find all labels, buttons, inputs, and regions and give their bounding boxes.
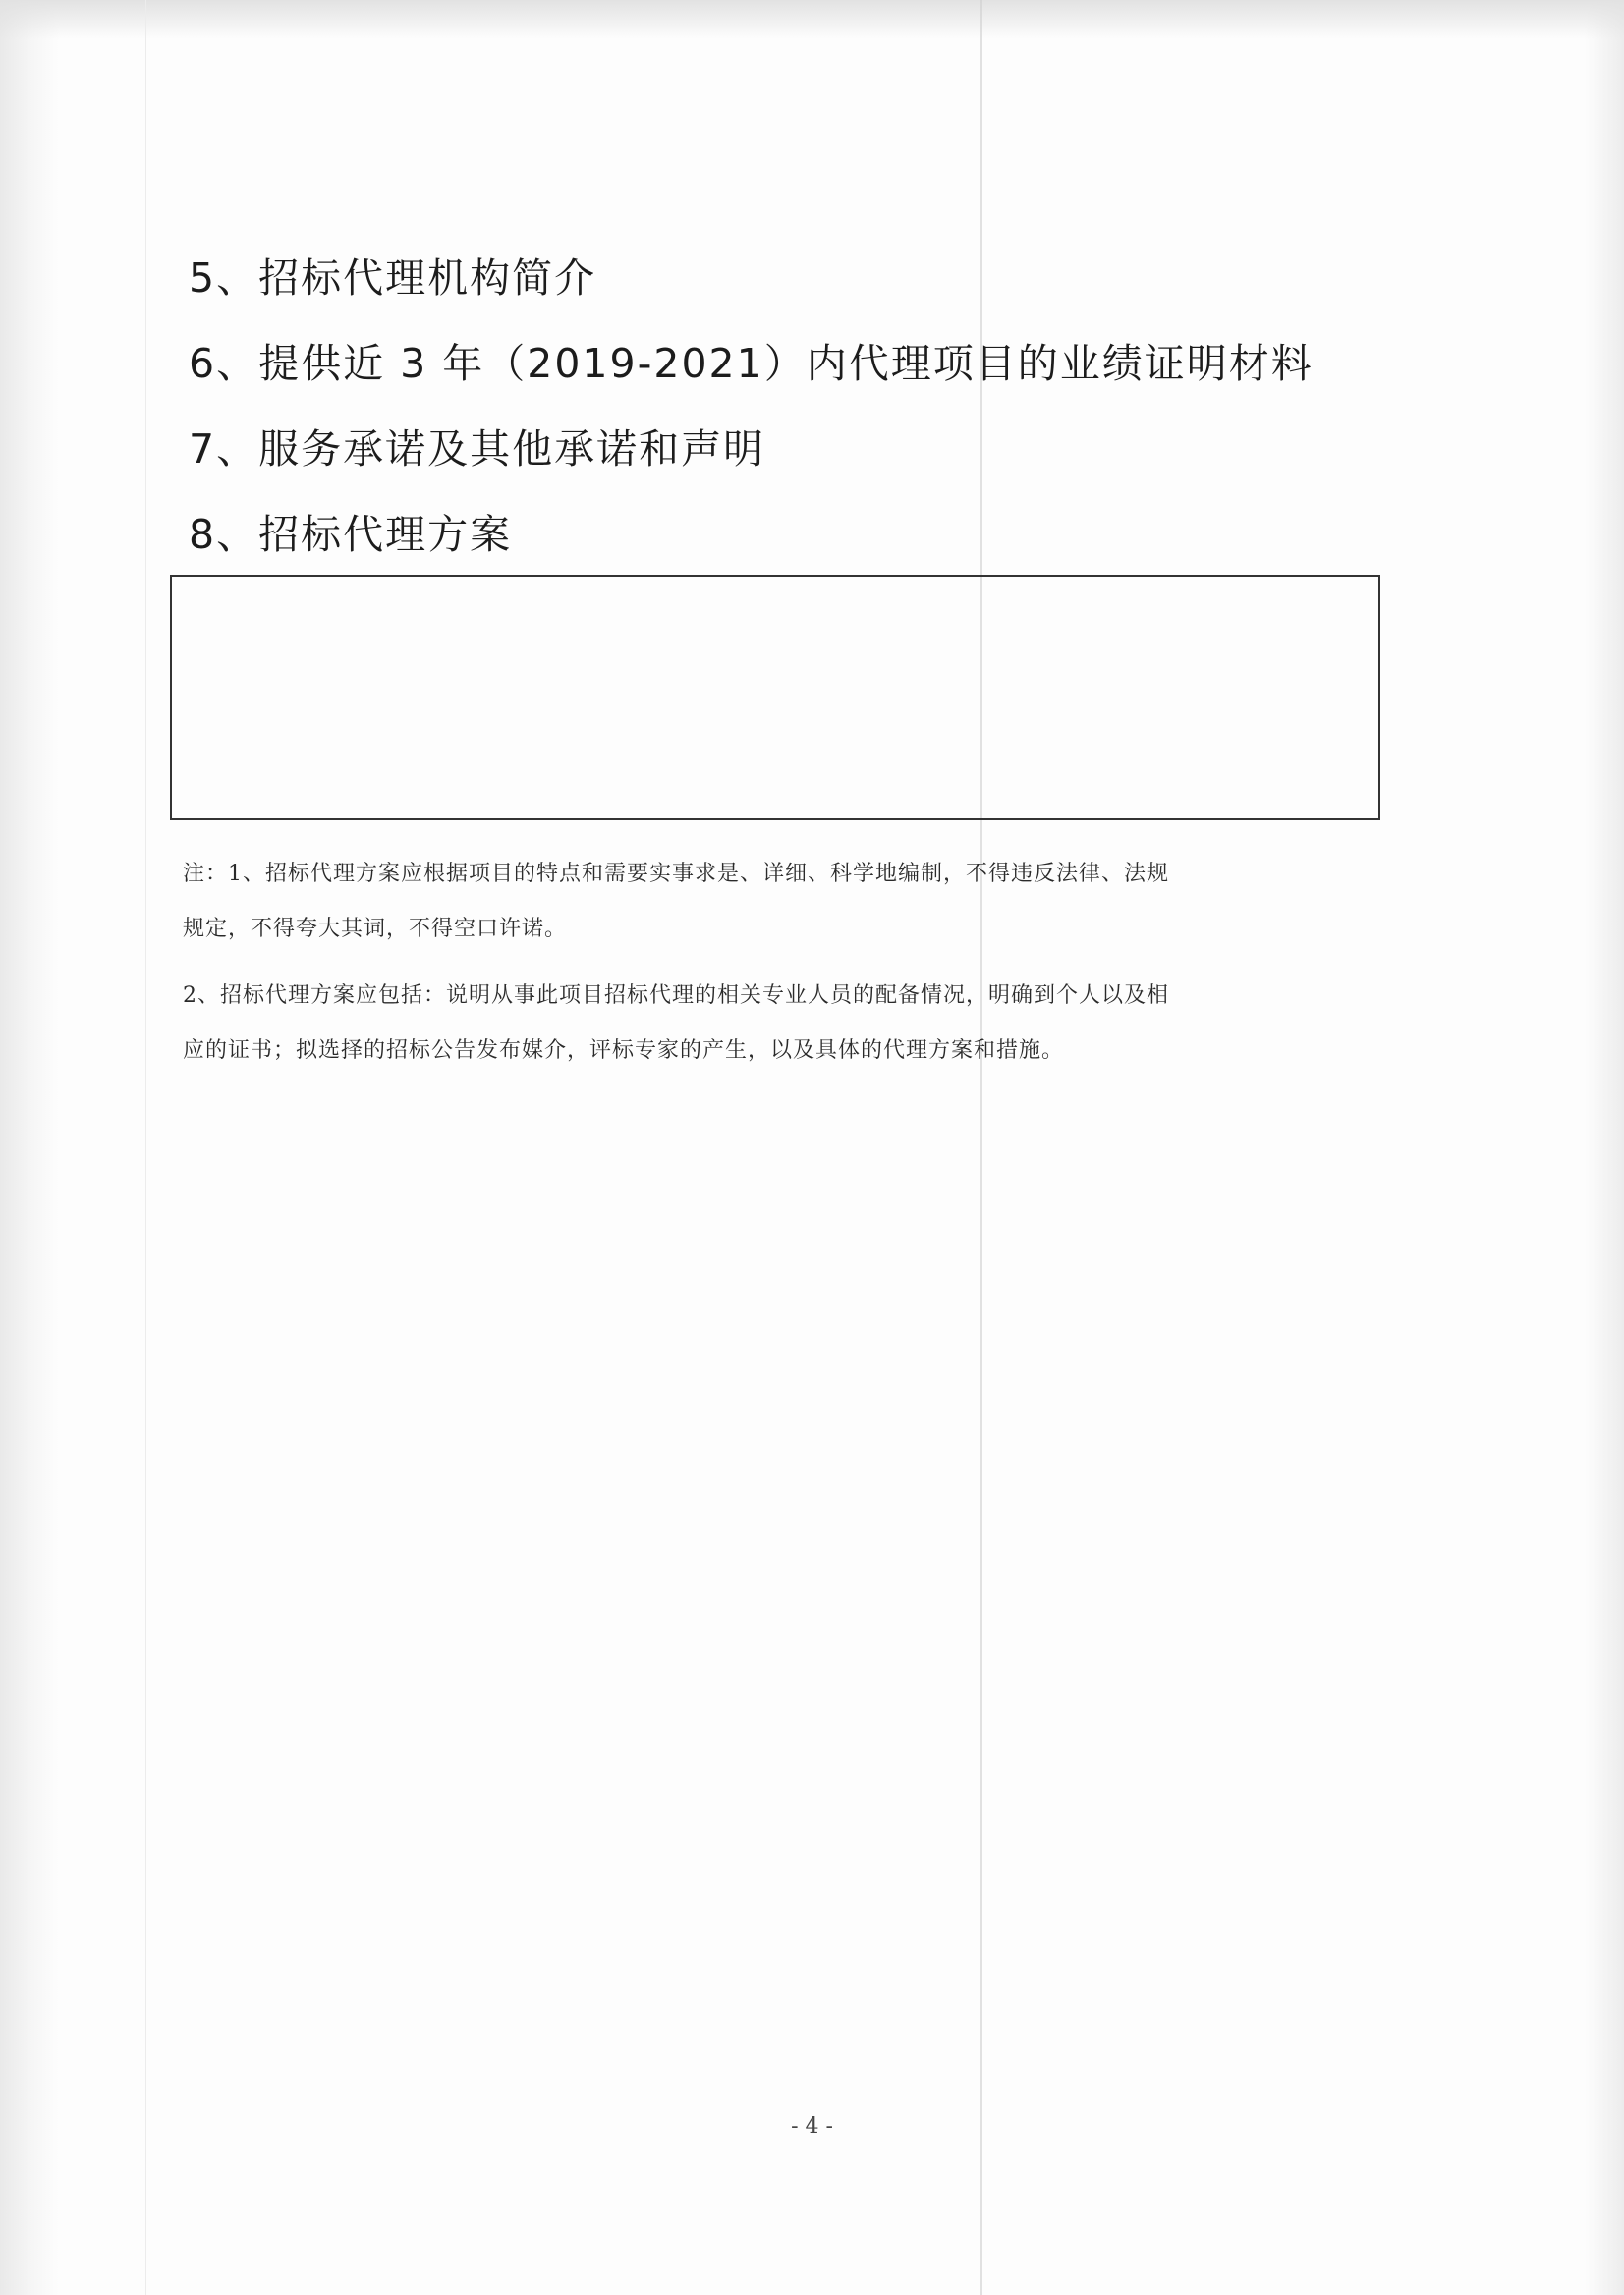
scan-edge-top [0, 0, 1624, 39]
section-item-6: 6、提供近 3 年（2019-2021）内代理项目的业绩证明材料 [189, 340, 1314, 387]
scan-edge-right [1585, 0, 1624, 2295]
notes-block [183, 847, 1430, 1079]
scan-margin-line [145, 0, 146, 2295]
scan-edge-left [0, 0, 59, 2295]
section-item-5: 5、招标代理机构简介 [189, 254, 597, 302]
note-1-line-1: 注：1、招标代理方案应根据项目的特点和需要实事求是、详细、科学地编制，不得违反法律、法规 [183, 862, 1170, 886]
section-item-7: 7、服务承诺及其他承诺和声明 [189, 425, 766, 473]
section-list [189, 236, 1314, 578]
note-2-line-1: 2、招标代理方案应包括：说明从事此项目招标代理的相关专业人员的配备情况，明确到个人以及相 [183, 983, 1170, 1008]
section-item-8: 8、招标代理方案 [189, 511, 513, 558]
agency-plan-box [170, 575, 1380, 820]
note-2-line-2: 应的证书；拟选择的招标公告发布媒介，评标专家的产生，以及具体的代理方案和措施。 [183, 1038, 1065, 1063]
note-1-line-2: 规定，不得夸大其词，不得空口许诺。 [183, 917, 568, 941]
page-number: - 4 - [791, 2114, 833, 2139]
